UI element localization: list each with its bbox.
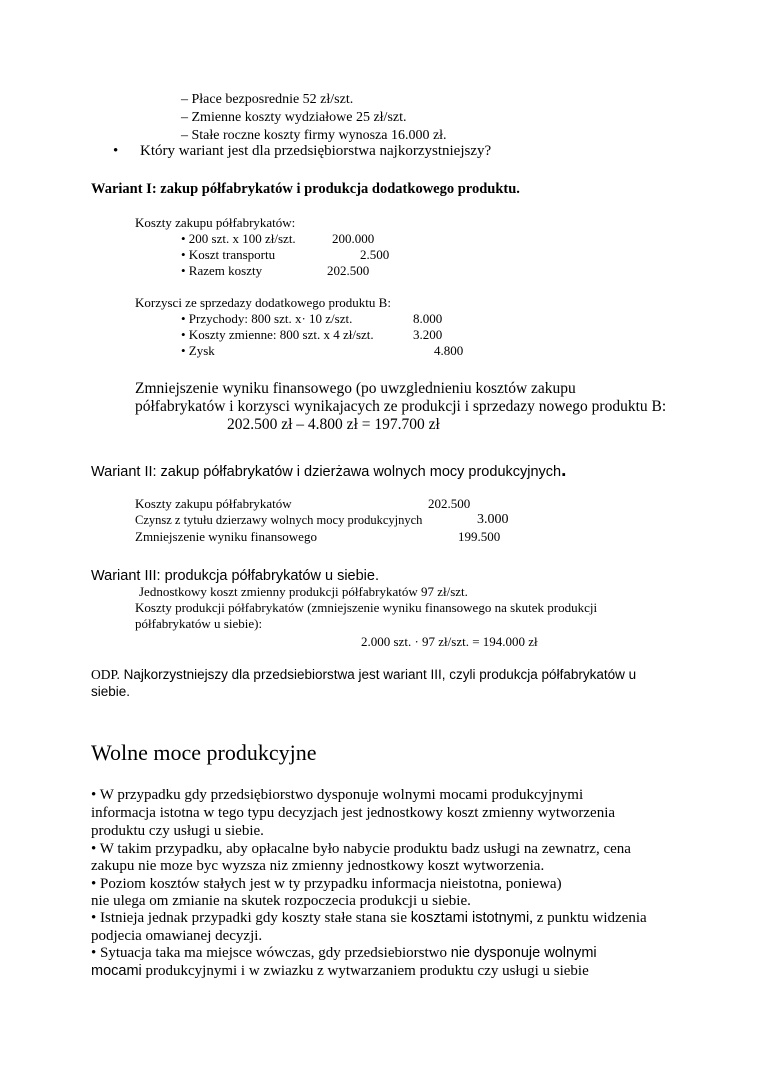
section-line: nie ulega om zmianie na skutek rozpoczecia produkcji u siebie. (91, 893, 471, 909)
section-line-part: produkcyjnymi i w zwiazku z wytwarzaniem produktu czy usługi u siebie (141, 963, 589, 979)
section-line-part: • Istnieja jednak przypadki gdy koszty stałe stana sie (91, 910, 411, 926)
answer-line-2: siebie. (91, 684, 131, 699)
variant1-summary-line-2: półfabrykatów i korzysci wynikajacych ze produkcji i sprzedazy nowego produktu B: (135, 398, 667, 415)
variant3-line-2: Koszty produkcji półfabrykatów (zmniejszenie wyniku finansowego na skutek produkcji (135, 600, 598, 615)
section-line-part: , z punktu widzenia (529, 910, 647, 926)
section-line-part: • Sytuacja taka ma miejsce wówczas, gdy przedsiebiorstwo (91, 945, 451, 961)
section-title: Wolne moce produkcyjne (91, 740, 317, 765)
variant1-benefit-item-value: 3.200 (413, 327, 443, 342)
intro-line-3: – Stałe roczne koszty firmy wynosza 16.000 zł. (181, 128, 447, 143)
section-line: zakupu nie moze byc wyzsza niz zmienny jednostkowy koszt wytworzenia. (91, 858, 545, 874)
variant1-benefit-item-value: 8.000 (413, 311, 443, 326)
section-line-costs (91, 910, 647, 927)
variant1-summary-line-1: Zmniejszenie wyniku finansowego (po uwzglednieniu kosztów zakupu (135, 380, 576, 397)
variant3-line-1: Jednostkowy koszt zmienny produkcji półfabrykatów 97 zł/szt. (139, 584, 468, 599)
variant1-purchase-item-label: • Razem koszty (181, 263, 263, 278)
bullet-icon: • (113, 143, 119, 159)
variant1-purchase-item-value: 202.500 (327, 263, 370, 278)
variant1-purchase-label: Koszty zakupu półfabrykatów: (135, 215, 296, 230)
section-line: informacja istotna w tego typu decyzjach jest jednostkowy koszt zmienny wytworzenia (91, 805, 616, 821)
answer-prefix: ODP. (91, 667, 120, 682)
variant2-row-value: 199.500 (458, 529, 501, 544)
intro-line-1: – Płace bezposrednie 52 zł/szt. (181, 92, 354, 107)
highlight-no-capacity: nie dysponuje wolnymi (450, 945, 597, 961)
variant2-title (91, 460, 566, 482)
section-line: • W takim przypadku, aby opłacalne było nabycie produktu badz usługi na zewnatrz, cena (91, 841, 631, 857)
section-line-situation (91, 945, 597, 962)
section-line-last (91, 963, 589, 980)
variant1-purchase-item-value: 2.500 (360, 247, 390, 262)
variant1-benefit-label: Korzysci ze sprzedazy dodatkowego produktu B: (135, 295, 391, 310)
section-line: podjecia omawianej decyzji. (91, 928, 263, 944)
variant2-row-value: 202.500 (428, 496, 471, 511)
section-line: • Poziom kosztów stałych jest w ty przypadku informacja nieistotna, poniewa) (91, 876, 562, 892)
highlight-fixed-costs: kosztami istotnymi (410, 910, 530, 926)
variant2-title-dot: . (561, 460, 567, 481)
variant1-purchase-item-label: • Koszt transportu (181, 247, 276, 262)
variant3-line-3: półfabrykatów u siebie): (135, 616, 263, 631)
variant1-summary-calc: 202.500 zł – 4.800 zł = 197.700 zł (227, 416, 440, 433)
intro-line-2: – Zmienne koszty wydziałowe 25 zł/szt. (181, 110, 407, 125)
variant3-calc: 2.000 szt. · 97 zł/szt. = 194.000 zł (361, 634, 538, 649)
variant1-benefit-item-label: • Koszty zmienne: 800 szt. x 4 zł/szt. (181, 327, 374, 342)
section-line: produktu czy usługi u siebie. (91, 823, 264, 839)
section-line: • W przypadku gdy przedsiębiorstwo dysponuje wolnymi mocami produkcyjnymi (91, 787, 584, 803)
variant1-benefit-item-label: • Przychody: 800 szt. x· 10 z/szt. (181, 311, 353, 326)
variant1-title: Wariant I: zakup półfabrykatów i produkcja dodatkowego produktu. (91, 181, 520, 197)
answer-text: Najkorzystniejszy dla przedsiebiorstwa jest wariant III, czyli produkcja półfabrykatów u (119, 667, 637, 682)
variant2-title-text: Wariant II: zakup półfabrykatów i dzierżawa wolnych mocy produkcyjnych (91, 464, 562, 480)
variant2-row-label: Czynsz z tytułu dzierzawy wolnych mocy produkcyjnych (135, 513, 423, 527)
variant1-benefit-item-value: 4.800 (434, 343, 464, 358)
highlight-capacity: mocami (91, 963, 142, 979)
variant1-purchase-item-value: 200.000 (332, 231, 375, 246)
variant1-purchase-item-label: • 200 szt. x 100 zł/szt. (181, 231, 296, 246)
question: Który wariant jest dla przedsiębiorstwa najkorzystniejszy? (140, 143, 492, 159)
answer-line-1 (91, 667, 636, 683)
variant2-row-label: Koszty zakupu półfabrykatów (135, 496, 292, 511)
variant1-benefit-item-label: • Zysk (181, 343, 215, 358)
variant2-row-value: 3.000 (477, 512, 509, 527)
variant3-title: Wariant III: produkcja półfabrykatów u siebie. (91, 568, 379, 584)
variant2-row-label: Zmniejszenie wyniku finansowego (135, 529, 317, 544)
